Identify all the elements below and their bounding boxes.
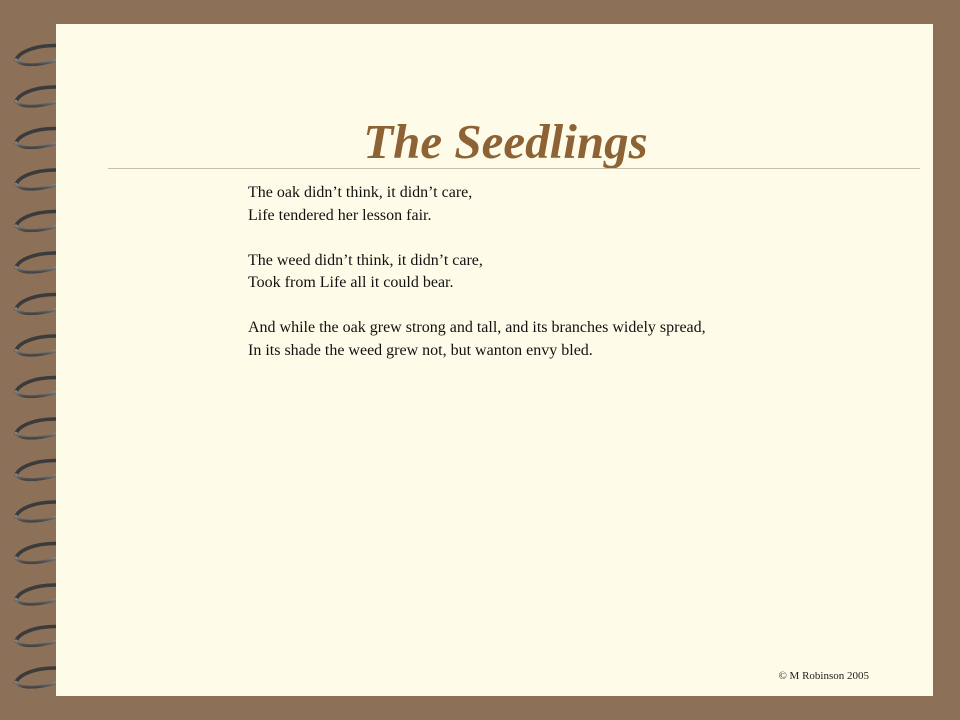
copyright-notice: © M Robinson 2005 [778, 670, 869, 682]
poem [248, 182, 706, 362]
poem-stanza [248, 182, 706, 227]
poem-line: And while the oak grew strong and tall, and its branches widely spread, [248, 319, 706, 336]
notebook-page [56, 24, 933, 696]
poem-stanza [248, 250, 706, 295]
poem-stanza [248, 317, 706, 362]
title-divider [108, 168, 920, 169]
poem-line: Took from Life all it could bear. [248, 274, 454, 291]
poem-line: In its shade the weed grew not, but wanton envy bled. [248, 341, 593, 359]
poem-line: The oak didn’t think, it didn’t care, [248, 184, 473, 201]
poem-line: Life tendered her lesson fair. [248, 206, 432, 224]
poem-line: The weed didn’t think, it didn’t care, [248, 251, 483, 269]
page-title: The Seedlings [363, 114, 648, 169]
